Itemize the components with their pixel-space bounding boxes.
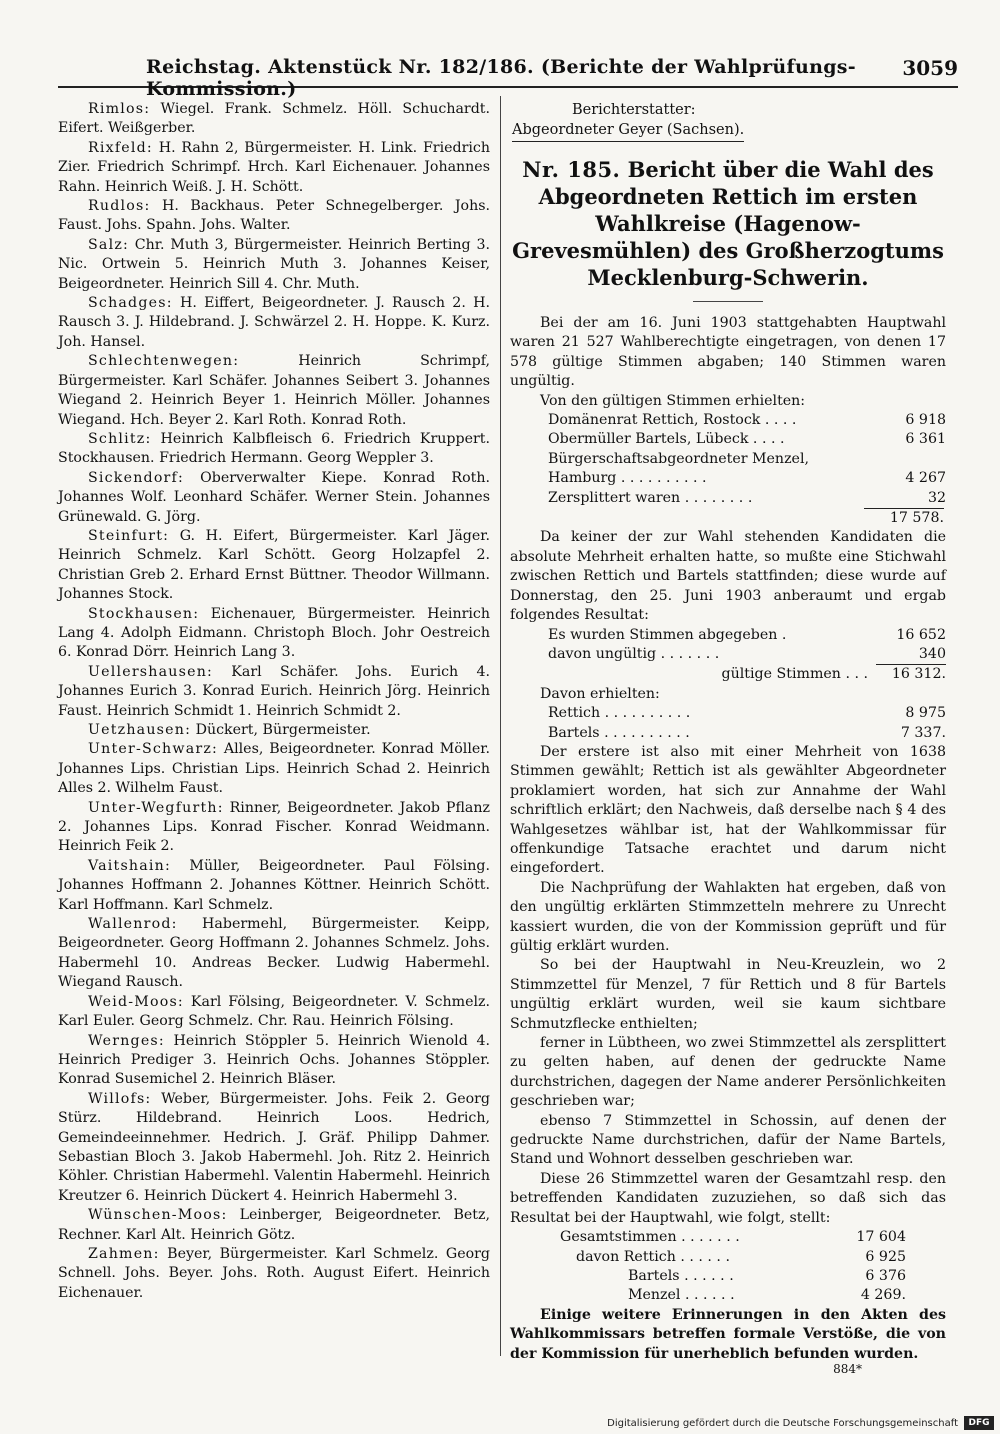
table-row: Menzel . . . . . . 4 269.: [628, 1287, 906, 1304]
report-title: [510, 156, 946, 291]
entry-names: Karl Schäfer. Johs. Eurich 4. Johannes Eurich 3. Konrad Eurich. Heinrich Jörg. Heinrich Faust. Heinrich Schmidt 1. Heinrich Schmidt 2.: [58, 663, 490, 719]
municipality-entry: [58, 197, 490, 236]
report-title-text: Bericht über die Wahl des Abgeordneten Rettich im ersten Wahlkreise (Hagenow-Grevesmühlen) des Großherzogtums Mecklenburg-Schwerin.: [512, 157, 944, 290]
entry-names: Müller, Beigeordneter. Paul Fölsing. Johannes Hoffmann 2. Johannes Köttner. Heinrich Schött. Karl Hoffmann. Karl Schmelz.: [58, 857, 490, 913]
municipality-entry: [58, 1245, 490, 1303]
paragraph-3: Da keiner der zur Wahl stehenden Kandidaten die absolute Mehrheit erhalten hatte, so mußte eine Stichwahl zwischen Rettich und Bartels stattfinden; diese wurde auf Donnerstag, den 25. Juni 1903 anberaumt und ergab folgendes Resultat:: [510, 529, 946, 624]
reporter-block: [512, 100, 946, 142]
municipality-entry: [58, 1090, 490, 1206]
place-name: Weid-Moos:: [88, 993, 184, 1010]
municipality-entry: [58, 915, 490, 993]
entry-names: Heinrich Schrimpf, Bürgermeister. Karl Schäfer. Johannes Seibert 3. Johannes Wiegand 2. Heinrich Beyer 1. Heinrich Möller. Johannes Wiegand. Hch. Beyer 2. Karl Roth. Konrad Roth.: [58, 353, 490, 428]
table-row: Gesamtstimmen . . . . . . . 17 604: [560, 1229, 906, 1246]
entry-names: Beyer, Bürgermeister. Karl Schmelz. Georg Schnell. Johs. Beyer. Johs. Roth. August Eifert. Heinrich Eichenauer.: [58, 1245, 490, 1301]
entry-names: Heinrich Stöppler 5. Heinrich Wienold 4. Heinrich Prediger 3. Heinrich Ochs. Johannes Stöppler. Konrad Susemichel 2. Heinrich Bläser.: [58, 1032, 490, 1088]
municipality-entry: [58, 430, 490, 469]
place-name: Vaitshain:: [88, 857, 171, 874]
place-name: Schlechtenwegen:: [88, 353, 240, 370]
dfg-logo: DFG: [964, 1416, 994, 1430]
municipality-entry: [58, 605, 490, 663]
municipality-entry: [58, 236, 490, 294]
reporter-name: Abgeordneter Geyer (Sachsen).: [512, 120, 744, 142]
place-name: Uetzhausen:: [88, 722, 192, 738]
right-column: [510, 100, 946, 1364]
municipality-entry: [58, 740, 490, 798]
place-name: Willofs:: [88, 1090, 152, 1107]
place-name: Schlitz:: [88, 430, 152, 447]
page-number: 3059: [902, 56, 958, 80]
entry-names: Oberverwalter Kiepe. Konrad Roth. Johannes Wolf. Leonhard Schäfer. Werner Stein. Johannes Grünewald. G. Jörg.: [58, 469, 490, 525]
entry-names: Eichenauer, Bürgermeister. Heinrich Lang 4. Adolph Eidmann. Christoph Bloch. Johr Oestreich 6. Konrad Dörr. Heinrich Lang 3.: [58, 605, 490, 661]
paragraph-10: Diese 26 Stimmzettel waren der Gesamtzahl resp. den betreffenden Kandidaten zuzuziehen, so daß sich das Resultat bei der Hauptwahl, wie folgt, stellt:: [510, 1170, 946, 1226]
paragraph-5: Der erstere ist also mit einer Mehrheit von 1638 Stimmen gewählt; Rettich ist als gewählter Abgeordneter proklamiert worden, hat sich zur Annahme der Wahl schriftlich erklärt; den Nachweis, daß derselbe nach § 4 des Wahlgesetzes wählbar ist, hat der Wahlkommissar für offenkundige Tatsache erachtet und darum nicht eingefordert.: [510, 743, 946, 877]
paragraph-9: ebenso 7 Stimmzettel in Schossin, auf denen der gedruckte Name durchstrichen, dafür der Name Bartels, Stand und Wohnort desselben geschrieben war.: [510, 1112, 946, 1168]
place-name: Rimlos:: [88, 101, 151, 117]
municipality-entry: [58, 1032, 490, 1090]
municipality-entry: [58, 527, 490, 605]
place-name: Stockhausen:: [88, 605, 200, 622]
entry-names: H. Backhaus. Peter Schnegelberger. Johs. Faust. Johs. Spahn. Johs. Walter.: [58, 198, 490, 234]
column-divider: [500, 96, 501, 1356]
report-number: Nr. 185.: [522, 157, 621, 182]
title-rule: [693, 301, 763, 302]
digitization-note: Digitalisierung gefördert durch die Deutsche Forschungsgemeinschaft: [607, 1418, 958, 1429]
reporter-label: Berichterstatter:: [572, 102, 696, 118]
place-name: Salz:: [88, 236, 129, 253]
entry-names: Rinner, Beigeordneter. Jakob Pflanz 2. Johannes Lips. Konrad Fischer. Konrad Weidmann. Heinrich Feik 2.: [58, 799, 490, 855]
entry-names: Dückert, Bürgermeister.: [191, 722, 371, 738]
municipality-entry: [58, 294, 490, 352]
entry-names: Wiegel. Frank. Schmelz. Höll. Schuchardt. Eifert. Weißgerber.: [58, 101, 490, 137]
table-row: gültige Stimmen . . . 16 312.: [721, 666, 946, 683]
municipality-entry: [58, 663, 490, 721]
paragraph-1: Bei der am 16. Juni 1903 stattgehabten Hauptwahl waren 21 527 Wahlberechtigte eingetragen, von denen 17 578 gültige Stimmen abgaben; 140 Stimmen waren ungültig.: [510, 315, 946, 390]
paragraph-7: So bei der Hauptwahl in Neu-Kreuzlein, wo 2 Stimmzettel für Menzel, 7 für Rettich und 8 für Bartels ungültig erklärt wurden, weil sie kaum sichtbare Schmutzflecke enthielten;: [510, 957, 946, 1032]
result-table-4: [510, 1228, 946, 1306]
municipality-entry: [58, 469, 490, 527]
table-row: Bartels . . . . . . . . . . 7 337.: [548, 724, 946, 741]
entry-names: Heinrich Kalbfleisch 6. Friedrich Kruppert. Stockhausen. Friedrich Hermann. Georg Weppler 3.: [58, 430, 490, 467]
place-name: Unter-Schwarz:: [88, 741, 219, 758]
result-table-2: [510, 626, 946, 685]
municipality-entry: [58, 721, 490, 740]
entry-names: Chr. Muth 3, Bürgermeister. Heinrich Berting 3. Nic. Ortwein 5. Heinrich Muth 3. Johannes Keiser, Beigeordneter. Heinrich Sill 4. Chr. Muth.: [58, 236, 490, 292]
running-title: Reichstag. Aktenstück Nr. 182/186. (Berichte der Wahlprüfungs-Kommission.): [146, 56, 856, 100]
municipality-entry: [58, 857, 490, 915]
result-table-1: [510, 411, 946, 528]
entry-names: Weber, Bürgermeister. Johs. Feik 2. Georg Stürz. Hildebrand. Heinrich Loos. Hedrich, Gemeindeeinnehmer. Hedrich. J. Gräf. Philipp Dahmer. Sebastian Bloch 3. Jakob Habermehl. Joh. Ritz 2. Heinrich Köhler. Christian Habermehl. Valentin Habermehl. Heinrich Kreutzer 6. Heinrich Dückert 4. Heinrich Habermehl 3.: [58, 1090, 490, 1204]
entry-names: H. Rahn 2, Bürgermeister. H. Link. Friedrich Zier. Friedrich Schrimpf. Hrch. Karl Eichenauer. Johannes Rahn. Heinrich Weiß. J. H. Schött.: [58, 139, 490, 195]
municipality-entry: [58, 139, 490, 197]
municipality-entry: [58, 1206, 490, 1245]
municipality-entry: [58, 352, 490, 430]
municipality-entry: [58, 799, 490, 857]
municipality-entry: [58, 100, 490, 139]
table-row: Rettich . . . . . . . . . . 8 975: [548, 705, 946, 722]
place-name: Rixfeld:: [88, 139, 153, 156]
place-name: Wünschen-Moos:: [88, 1207, 228, 1224]
table-row: Obermüller Bartels, Lübeck . . . . 6 361: [548, 431, 946, 448]
entry-names: Habermehl, Bürgermeister. Keipp, Beigeordneter. Georg Hoffmann 2. Johannes Schmelz. Johs. Habermehl 10. Andreas Becker. Ludwig Habermehl. Wiegand Rausch.: [58, 916, 490, 991]
paragraph-8: ferner in Lübtheen, wo zwei Stimmzettel als zersplittert zu gelten haben, auf denen der gedruckte Name durchstrichen, dagegen der Name anderer Persönlichkeiten geschrieben war;: [510, 1035, 946, 1110]
entry-names: Leinberger, Beigeordneter. Betz, Rechner. Karl Alt. Heinrich Götz.: [58, 1207, 490, 1243]
table-total: 17 578.: [548, 508, 946, 528]
entry-names: H. Eiffert, Beigeordneter. J. Rausch 2. H. Rausch 3. J. Hildebrand. J. Schwärzel 2. H. Hoppe. K. Kurz. Joh. Hansel.: [58, 295, 490, 350]
table-row: davon ungültig . . . . . . . 340: [548, 645, 946, 665]
page-header: [58, 52, 958, 100]
result-table-3: [510, 704, 946, 743]
table-row: Bartels . . . . . . 6 376: [628, 1267, 906, 1284]
place-name: Sickendorf:: [88, 469, 184, 486]
place-name: Steinfurt:: [88, 527, 170, 544]
municipality-entry: [58, 993, 490, 1032]
signature-mark: 884*: [833, 1362, 862, 1376]
entry-names: Karl Fölsing, Beigeordneter. V. Schmelz. Karl Euler. Georg Schmelz. Chr. Rau. Heinrich Fölsing.: [58, 993, 490, 1030]
left-column: [58, 100, 490, 1303]
table-row: Domänenrat Rettich, Rostock . . . . 6 918: [548, 412, 946, 429]
paragraph-2: Von den gültigen Stimmen erhielten:: [540, 392, 806, 409]
place-name: Unter-Wegfurth:: [88, 799, 224, 816]
entry-names: Alles, Beigeordneter. Konrad Möller. Johannes Lips. Christian Lips. Heinrich Schad 2. Heinrich Alles 2. Wilhelm Faust.: [58, 741, 490, 797]
place-name: Rudlos:: [88, 198, 151, 215]
table-row: Zersplittert waren . . . . . . . . 32: [548, 489, 946, 506]
place-name: Zahmen:: [88, 1245, 160, 1262]
entry-names: G. H. Eifert, Bürgermeister. Karl Jäger. Heinrich Schmelz. Karl Schött. Georg Holzapfel 2. Christian Greb 2. Erhard Ernst Büttner. Theodor Willmann. Johannes Stock.: [58, 527, 490, 603]
table-row: davon Rettich . . . . . . 6 925: [576, 1248, 906, 1265]
paragraph-4: Davon erhielten:: [540, 685, 660, 702]
place-name: Wallenrod:: [88, 916, 178, 933]
place-name: Schadges:: [88, 295, 173, 312]
table-row: Es wurden Stimmen abgegeben . 16 652: [548, 626, 946, 643]
paragraph-11: Einige weitere Erinnerungen in den Akten des Wahlkommissars betreffen formale Verstöße, die von der Kommission für unerheblich befunden wurden.: [510, 1306, 946, 1362]
paragraph-6: Die Nachprüfung der Wahlakten hat ergeben, daß von den ungültig erklärten Stimmzetteln mehrere zu Unrecht kassiert wurden, die von der Kommission geprüft und für gültig erklärt wurden.: [510, 879, 946, 954]
place-name: Uellershausen:: [88, 663, 214, 680]
table-row: Bürgerschaftsabgeordneter Menzel, Hamburg . . . . . . . . . . 4 267: [548, 450, 946, 487]
place-name: Wernges:: [88, 1032, 165, 1049]
